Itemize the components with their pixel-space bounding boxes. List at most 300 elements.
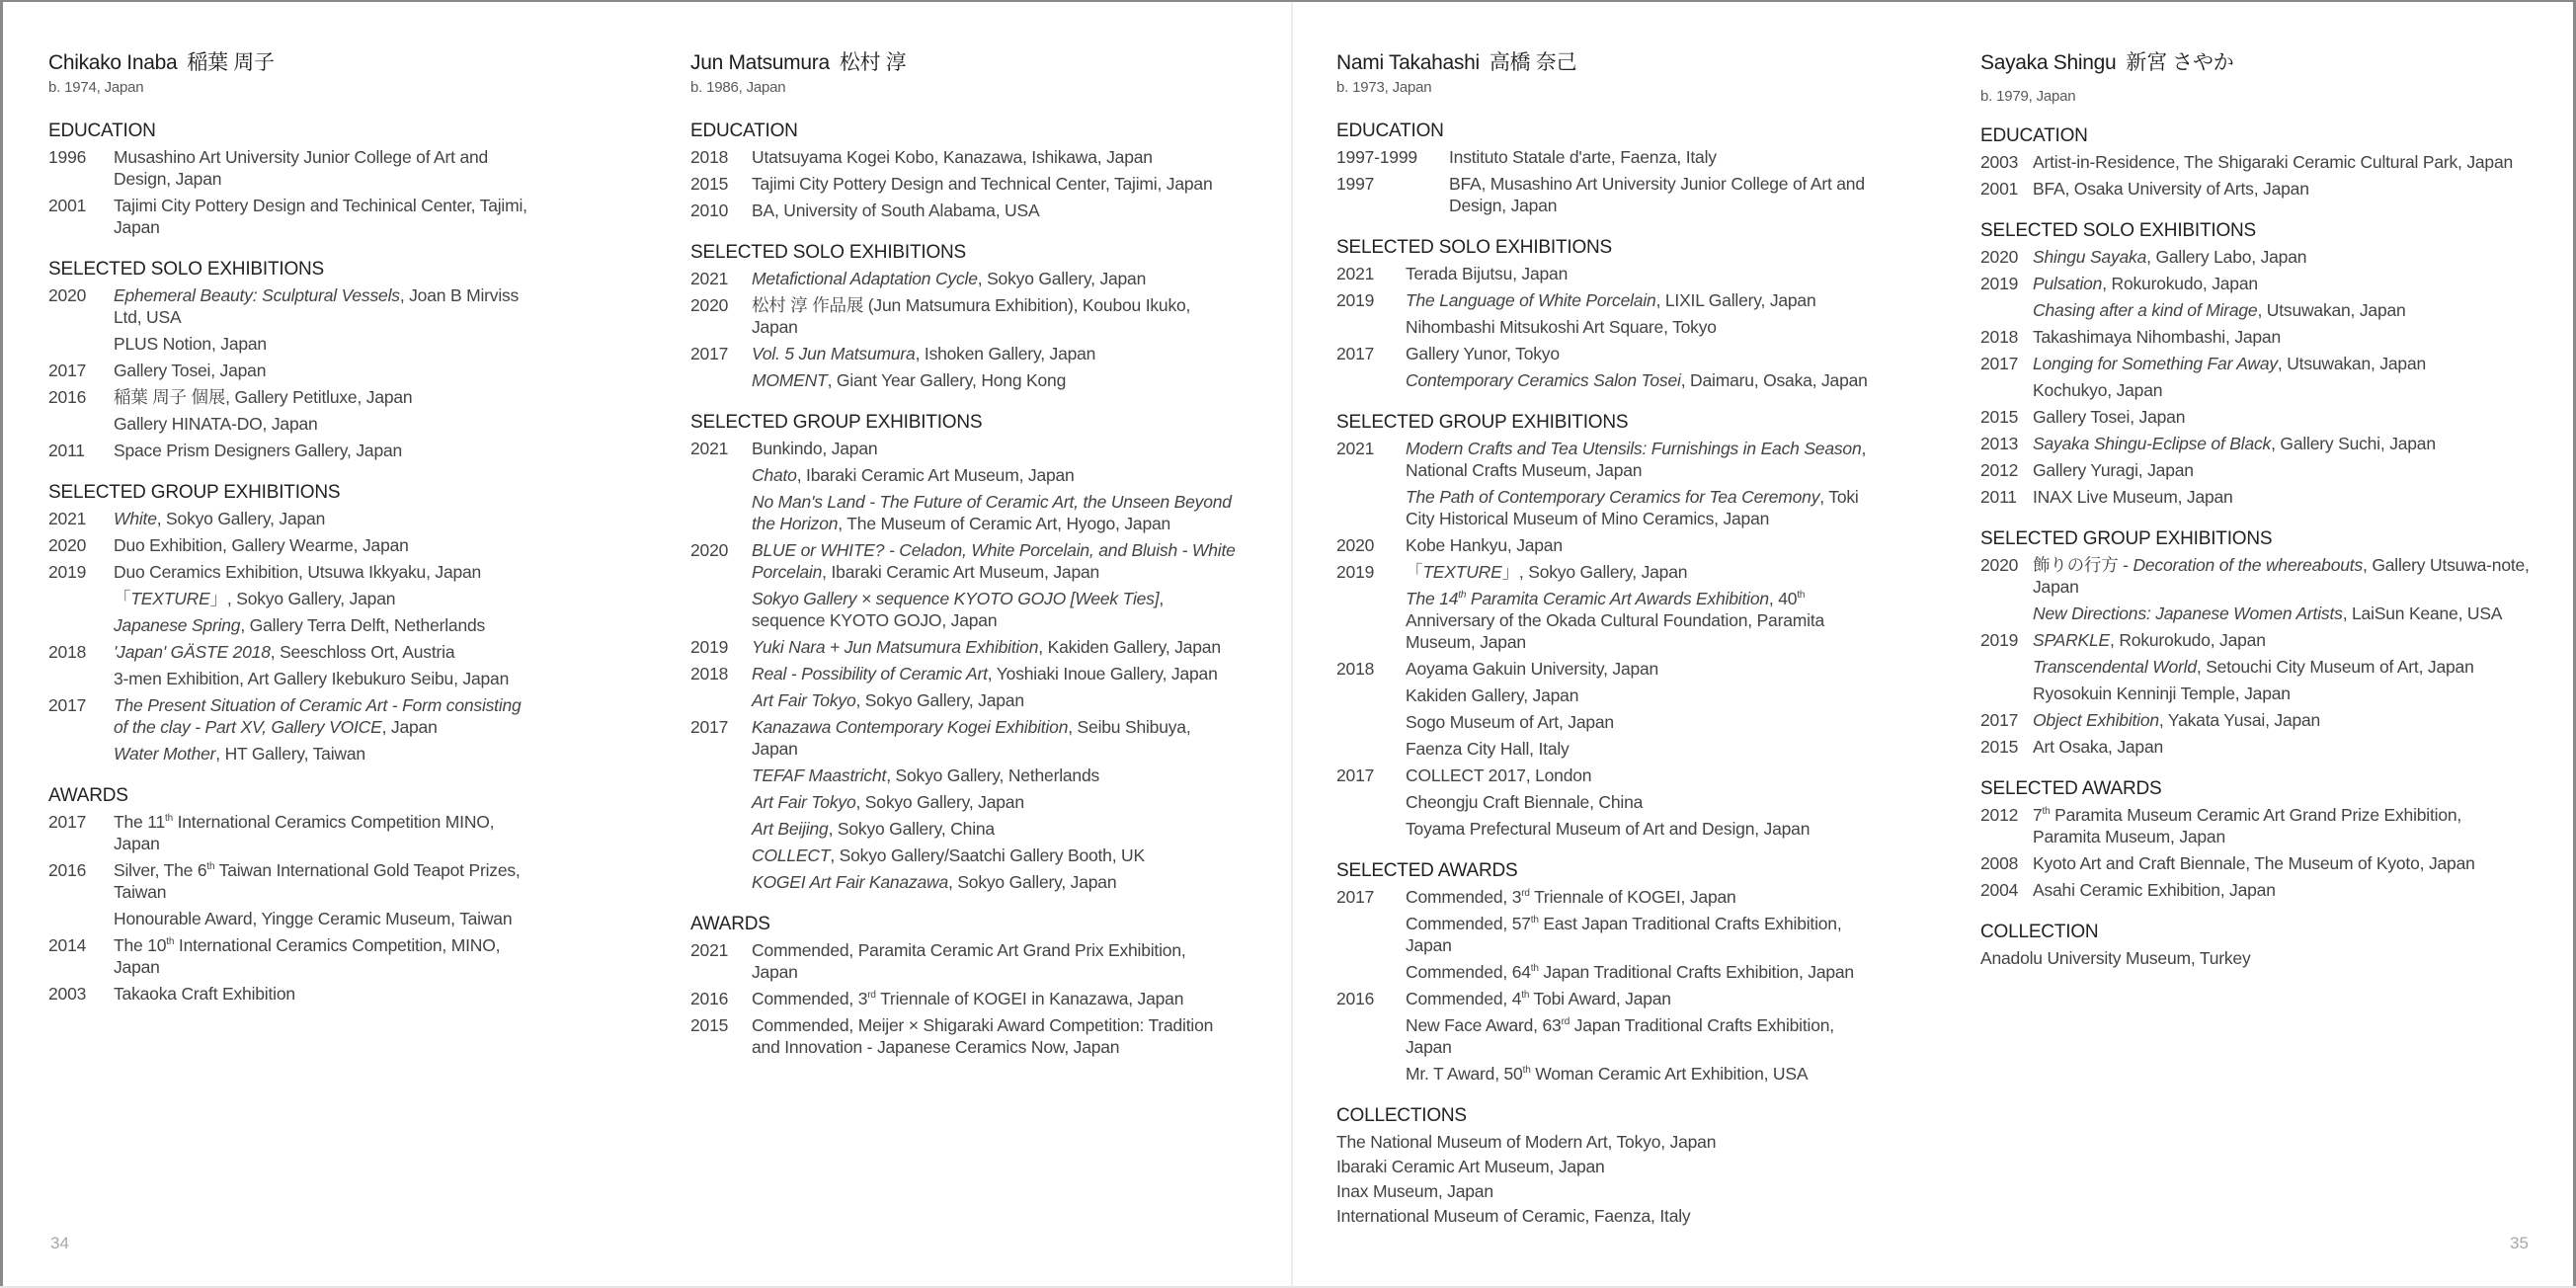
cv-entry [690, 845, 1263, 866]
entry-text [1406, 369, 1870, 391]
cv-entry [1980, 554, 2534, 598]
entry-text [114, 534, 538, 556]
entry-text [1406, 886, 1870, 908]
cv-entry [1336, 818, 1890, 840]
italic-title: Contemporary Ceramics Salon Tosei [1406, 370, 1681, 390]
entry-text [1406, 316, 1870, 338]
entry-year: 2020 [1980, 247, 2019, 267]
text-run: Commended, Paramita Ceramic Art Grand Prix Exhibition, Japan [752, 940, 1186, 982]
artist-name-jp: 高橋 奈己 [1489, 51, 1577, 74]
entry-text [1406, 1014, 1870, 1058]
collection-item: Inax Museum, Japan [1336, 1181, 1493, 1201]
text-run: , LIXIL Gallery, Japan [1655, 290, 1816, 310]
text-run: Tajimi City Pottery Design and Technical Center, Tajimi, Japan [752, 174, 1213, 194]
entry-text [2033, 656, 2534, 678]
entry-text [752, 200, 1236, 221]
entry-text [752, 689, 1236, 711]
text-run: , Ibaraki Ceramic Art Museum, Japan [822, 562, 1100, 582]
cv-entry [1336, 765, 1890, 786]
entry-year [690, 791, 752, 813]
cv-entry [1336, 738, 1890, 760]
text-run: Musashino Art University Junior College of Art and Design, Japan [114, 147, 489, 189]
section-title: SELECTED GROUP EXHIBITIONS [690, 412, 983, 433]
text-run: , HT Gallery, Taiwan [215, 744, 365, 764]
cv-entry [1336, 316, 1890, 338]
entry-year [1336, 791, 1406, 813]
cv-entry [48, 195, 602, 238]
entry-text [2033, 603, 2534, 624]
section-title: SELECTED GROUP EXHIBITIONS [48, 482, 341, 503]
entry-year: 2008 [1980, 853, 2019, 873]
cv-entry [1980, 709, 2534, 731]
text-run: , Gallery Suchi, Japan [2271, 434, 2436, 453]
cv-entry [690, 268, 1263, 289]
entry-text [2033, 299, 2534, 321]
entry-year: 2018 [690, 147, 729, 167]
entry-text [114, 146, 538, 190]
text-run: Tajimi City Pottery Design and Techinical Center, Tajimi, Japan [114, 196, 527, 237]
entry-text [2033, 273, 2534, 294]
text-run: , Utsuwakan, Japan [2277, 354, 2427, 373]
text-run: Woman Ceramic Art Exhibition, USA [1530, 1064, 1809, 1084]
italic-title: COLLECT [752, 845, 831, 865]
entry-text [2033, 852, 2534, 874]
italic-title: Longing for Something Far Away [2033, 354, 2278, 373]
entry-year [690, 689, 752, 711]
cv-entry [48, 413, 602, 435]
entry-text [114, 284, 538, 328]
text-run: Takashimaya Nihombashi, Japan [2033, 327, 2282, 347]
text-run: Kakiden Gallery, Japan [1406, 685, 1579, 705]
ordinal-suffix: rd [867, 990, 876, 1002]
text-run: Commended, 4 [1406, 989, 1522, 1008]
text-run: 稲葉 周子 個展, Gallery Petitluxe, Japan [114, 387, 413, 407]
italic-title: Water Mother [114, 744, 216, 764]
text-run: Paramita Museum Ceramic Art Grand Prize Exhibition, Paramita Museum, Japan [2033, 805, 2462, 846]
text-run: , Seeschloss Ort, Austria [270, 642, 455, 662]
text-run: Faenza City Hall, Italy [1406, 739, 1570, 759]
entry-text [752, 636, 1236, 658]
artist-name [48, 49, 602, 77]
entry-text [1406, 738, 1870, 760]
italic-title: Chato [752, 465, 797, 485]
entry-year: 2011 [1980, 487, 2017, 507]
entry-year: 2015 [1980, 737, 2019, 757]
text-run: , Sokyo Gallery, Japan [855, 690, 1024, 710]
text-run: Kochukyo, Japan [2033, 380, 2163, 400]
entry-text [114, 694, 538, 738]
text-run: Commended, Meijer × Shigaraki Award Competition: Tradition and Innovation - Japanese Ceramics Now, Japan [752, 1015, 1214, 1057]
text-run: 3-men Exhibition, Art Gallery Ikebukuro Seibu, Japan [114, 669, 510, 688]
text-run: International Ceramics Competition MINO, Japan [114, 812, 495, 853]
entry-year: 2018 [690, 664, 729, 684]
text-run: , Gallery Utsuwa-note, Japan [2033, 555, 2530, 597]
cv-entry [690, 464, 1263, 486]
entry-text [2033, 709, 2534, 731]
cv-section [1980, 777, 2534, 901]
section-title: EDUCATION [1980, 125, 2088, 146]
text-run: Bunkindo, Japan [752, 439, 878, 458]
cv-entry [48, 811, 602, 854]
cv-entry [1336, 684, 1890, 706]
italic-title: BLUE or WHITE? - Celadon, White Porcelain, and Bluish - White Porcelain [752, 540, 1236, 582]
cv-entry [1980, 246, 2534, 268]
text-run: , Ibaraki Ceramic Art Museum, Japan [796, 465, 1075, 485]
entry-year: 2017 [690, 717, 729, 737]
cv-entry [690, 636, 1263, 658]
cv-section [1336, 1104, 1890, 1227]
text-run: Asahi Ceramic Exhibition, Japan [2033, 880, 2276, 900]
entry-text [752, 539, 1236, 583]
entry-year [1336, 588, 1406, 653]
entry-year [690, 818, 752, 840]
entry-year [690, 491, 752, 534]
italic-title: Yuki Nara + Jun Matsumura Exhibition [752, 637, 1039, 657]
text-run: , Sokyo Gallery/Saatchi Gallery Booth, UK [830, 845, 1145, 865]
text-run: , 40 [1768, 589, 1798, 608]
text-run: Toyama Prefectural Museum of Art and Design, Japan [1406, 819, 1811, 839]
cv-entry [48, 561, 602, 583]
entry-year: 2018 [1980, 327, 2019, 347]
entry-text [1406, 343, 1870, 364]
artist-name-jp: 新宮 さやか [2126, 51, 2234, 74]
italic-title: Transcendental World [2033, 657, 2197, 677]
ordinal-suffix: th [1797, 590, 1806, 602]
italic-title: Kanazawa Contemporary Kogei Exhibition [752, 717, 1069, 737]
ordinal-suffix: th [1530, 915, 1539, 926]
text-run: Takaoka Craft Exhibition [114, 984, 295, 1004]
text-run: , Toki City Historical Museum of Mino Ceramics, Japan [1406, 487, 1859, 528]
cv-entry [48, 641, 602, 663]
text-run: , Setouchi City Museum of Art, Japan [2196, 657, 2474, 677]
entry-text [1406, 791, 1870, 813]
entry-year [1336, 711, 1406, 733]
italic-title: MOMENT [752, 370, 828, 390]
ordinal-suffix: th [1530, 963, 1539, 975]
cv-entry [1980, 656, 2534, 678]
italic-title: Art Beijing [752, 819, 829, 839]
cv-entry [48, 534, 602, 556]
entry-text [1406, 561, 1870, 583]
artist-name-en: Sayaka Shingu [1980, 51, 2117, 74]
entry-text [752, 1014, 1236, 1058]
cv-entry [48, 508, 602, 529]
entry-year [1336, 1014, 1406, 1058]
entry-text [752, 491, 1236, 534]
italic-title: The Present Situation of Ceramic Art - Form consisting of the clay - Part XV, Gallery VOICE [114, 695, 522, 737]
cv-entry [690, 988, 1263, 1009]
text-run: , Joan B Mirviss Ltd, USA [114, 285, 520, 327]
cv-entry [1980, 603, 2534, 624]
entry-text [752, 294, 1236, 338]
entry-text [2033, 629, 2534, 651]
text-run: Anniversary of the Okada Cultural Foundation, Paramita Museum, Japan [1406, 610, 1825, 652]
cv-entry [48, 668, 602, 689]
entry-text [752, 663, 1236, 684]
entry-year: 2021 [1336, 439, 1375, 458]
cv-entry [1336, 791, 1890, 813]
entry-year: 2016 [48, 860, 87, 880]
cv-entry [690, 294, 1263, 338]
entry-year: 2017 [48, 812, 87, 832]
section-title: SELECTED SOLO EXHIBITIONS [1980, 220, 2257, 241]
text-run: , Rokurokudo, Japan [2110, 630, 2266, 650]
text-run: INAX Live Museum, Japan [2033, 487, 2233, 507]
entry-year: 2020 [690, 540, 729, 560]
italic-title: TEFAF Maastricht [752, 765, 887, 785]
cv-section [1336, 859, 1890, 1085]
cv-entry [690, 818, 1263, 840]
cv-entry [1980, 433, 2534, 454]
entry-text [114, 588, 538, 609]
text-run: 7 [2033, 805, 2043, 825]
entry-year: 1997 [1336, 174, 1375, 194]
cv-section [1336, 411, 1890, 840]
entry-year: 2020 [48, 535, 87, 555]
cv-entry [1336, 913, 1890, 956]
text-run: Art Osaka, Japan [2033, 737, 2164, 757]
cv-entry [690, 146, 1263, 168]
entry-year [48, 908, 114, 929]
entry-year [1336, 1063, 1406, 1085]
entry-year: 2016 [1336, 989, 1375, 1008]
text-run: , Daimaru, Osaka, Japan [1680, 370, 1868, 390]
cv-entry [690, 663, 1263, 684]
section-title: SELECTED SOLO EXHIBITIONS [1336, 237, 1613, 258]
entry-text [1406, 289, 1870, 311]
cv-entry [690, 539, 1263, 583]
page-border-left [0, 0, 3, 1288]
italic-title: New Directions: Japanese Women Artists [2033, 604, 2343, 623]
text-run: COLLECT 2017, London [1406, 765, 1592, 785]
text-run: , Giant Year Gallery, Hong Kong [827, 370, 1067, 390]
cv-entry [48, 983, 602, 1005]
entry-year [1336, 818, 1406, 840]
text-run: Sogo Museum of Art, Japan [1406, 712, 1614, 732]
entry-text [114, 641, 538, 663]
text-run: , Sokyo Gallery, China [828, 819, 995, 839]
entry-text [114, 561, 538, 583]
artist-column [48, 49, 602, 1009]
cv-entry [1980, 151, 2534, 173]
text-run: The 11 [114, 812, 165, 832]
cv-entry [1980, 629, 2534, 651]
cv-entry [48, 614, 602, 636]
entry-year: 2001 [1980, 179, 2019, 199]
artist-birth: b. 1979, Japan [1980, 88, 2076, 105]
cv-entry [1336, 534, 1890, 556]
cv-section [690, 120, 1263, 221]
artist-name-jp: 松村 淳 [839, 51, 907, 74]
entry-year [48, 614, 114, 636]
page-number-right: 35 [2510, 1234, 2529, 1252]
entry-text [114, 908, 538, 929]
cv-entry [690, 343, 1263, 364]
text-run: , The Museum of Ceramic Art, Hyogo, Japan [838, 514, 1171, 533]
cv-entry [1336, 146, 1890, 168]
artist-birth: b. 1974, Japan [48, 79, 144, 96]
cv-entry [1336, 1014, 1890, 1058]
entry-year [48, 668, 114, 689]
text-run: , Gallery Terra Delft, Netherlands [240, 615, 486, 635]
text-run: Utatsuyama Kogei Kobo, Kanazawa, Ishikawa, Japan [752, 147, 1153, 167]
collection-item: Ibaraki Ceramic Art Museum, Japan [1336, 1157, 1605, 1176]
cv-entry [1336, 711, 1890, 733]
cv-entry [1980, 459, 2534, 481]
text-run: Triennale of KOGEI in Kanazawa, Japan [875, 989, 1184, 1008]
cv-entry [48, 284, 602, 328]
cv-entry [1980, 299, 2534, 321]
ordinal-suffix: th [166, 936, 175, 948]
italic-title: Ephemeral Beauty: Sculptural Vessels [114, 285, 400, 305]
text-run: , Yakata Yusai, Japan [2158, 710, 2321, 730]
cv-section [1980, 219, 2534, 508]
entry-text [1406, 263, 1870, 284]
cv-entry [1980, 736, 2534, 758]
cv-entry [690, 491, 1263, 534]
text-run: BFA, Musashino Art University Junior College of Art and Design, Japan [1449, 174, 1865, 215]
entry-text [114, 333, 538, 355]
entry-text [752, 343, 1236, 364]
italic-title: TEXTURE [1422, 562, 1502, 582]
cv-entry [1336, 658, 1890, 680]
cv-section [690, 411, 1263, 893]
artist-name-en: Jun Matsumura [690, 51, 830, 74]
text-run: , Yoshiaki Inoue Gallery, Japan [987, 664, 1218, 684]
cv-entry [1980, 353, 2534, 374]
text-run: , Sokyo Gallery, Japan [156, 509, 326, 528]
entry-year: 2016 [48, 387, 87, 407]
entry-year: 2020 [48, 285, 87, 305]
text-run: Instituto Statale d'arte, Faenza, Italy [1449, 147, 1717, 167]
entry-year: 2017 [1336, 765, 1375, 785]
entry-year: 2012 [1980, 460, 2019, 480]
cv-entry [690, 438, 1263, 459]
entry-text [114, 440, 538, 461]
entry-year: 2017 [690, 344, 729, 363]
section-title: SELECTED SOLO EXHIBITIONS [690, 242, 967, 263]
entry-text [752, 173, 1236, 195]
cv-section [1980, 124, 2534, 200]
text-run: BFA, Osaka University of Arts, Japan [2033, 179, 2309, 199]
entry-text [2033, 433, 2534, 454]
cv-entry [1336, 343, 1890, 364]
text-run: Terada Bijutsu, Japan [1406, 264, 1569, 283]
text-run: Honourable Award, Yingge Ceramic Museum, Taiwan [114, 909, 513, 928]
entry-year: 2017 [1336, 887, 1375, 907]
italic-title: Real - Possibility of Ceramic Art [752, 664, 988, 684]
entry-year: 2019 [48, 562, 87, 582]
italic-title: Japanese Spring [114, 615, 241, 635]
cv-entry [48, 859, 602, 903]
cv-entry [1336, 588, 1890, 653]
entry-text [114, 508, 538, 529]
entry-text [752, 268, 1236, 289]
entry-year: 2021 [690, 940, 729, 960]
entry-text [752, 871, 1236, 893]
entry-text [1406, 818, 1870, 840]
cv-entry [1980, 326, 2534, 348]
entry-text [114, 983, 538, 1005]
italic-title: Sayaka Shingu-Eclipse of Black [2033, 434, 2272, 453]
text-run: Gallery HINATA-DO, Japan [114, 414, 318, 434]
text-run: , National Crafts Museum, Japan [1406, 439, 1867, 480]
entry-year: 2017 [48, 361, 87, 380]
ordinal-suffix: th [164, 813, 173, 825]
text-run: Tobi Award, Japan [1529, 989, 1671, 1008]
text-run: East Japan Traditional Crafts Exhibition, Japan [1406, 914, 1842, 955]
entry-year: 2021 [690, 439, 729, 458]
entry-text [752, 765, 1236, 786]
entry-text [752, 791, 1236, 813]
text-run: The 10 [114, 935, 167, 955]
cv-entry [1980, 273, 2534, 294]
entry-text [1406, 486, 1870, 529]
entry-year [1336, 961, 1406, 983]
entry-text [2033, 151, 2534, 173]
artist-name-jp: 稲葉 周子 [187, 51, 275, 74]
artist-name-en: Nami Takahashi [1336, 51, 1480, 74]
entry-year [48, 333, 114, 355]
ordinal-suffix: th [2042, 806, 2051, 818]
cv-entry [690, 871, 1263, 893]
cv-entry [1336, 438, 1890, 481]
entry-year: 2019 [690, 637, 729, 657]
text-run: , Utsuwakan, Japan [2257, 300, 2406, 320]
text-run: 飾りの行方 - [2033, 555, 2133, 575]
text-run: , Gallery Labo, Japan [2146, 247, 2307, 267]
cv-entry [48, 908, 602, 929]
italic-title: Art Fair Tokyo [752, 690, 856, 710]
entry-year: 2015 [690, 174, 729, 194]
collection-item: Anadolu University Museum, Turkey [1980, 948, 2251, 968]
entry-text [1406, 913, 1870, 956]
entry-year: 2015 [1980, 407, 2019, 427]
text-run: , Rokurokudo, Japan [2102, 274, 2258, 293]
entry-text [2033, 736, 2534, 758]
entry-year [690, 464, 752, 486]
entry-year: 2013 [1980, 434, 2019, 453]
entry-text [1406, 1063, 1870, 1085]
text-run: 」, Sokyo Gallery, Japan [1501, 562, 1688, 582]
cv-entry [690, 765, 1263, 786]
entry-year: 2003 [48, 984, 87, 1004]
ordinal-suffix: rd [1521, 888, 1530, 900]
entry-text [1406, 765, 1870, 786]
cv-entry [690, 689, 1263, 711]
entry-text [114, 413, 538, 435]
section-title: COLLECTIONS [1336, 1105, 1467, 1126]
entry-text [2033, 379, 2534, 401]
section-title: EDUCATION [690, 121, 798, 141]
entry-text [752, 845, 1236, 866]
entry-text [2033, 683, 2534, 704]
entry-text [114, 614, 538, 636]
artist-birth: b. 1986, Japan [690, 79, 786, 96]
ordinal-suffix: th [1522, 1065, 1531, 1077]
ordinal-suffix: th [206, 861, 215, 873]
entry-text [1449, 173, 1890, 216]
text-run: Duo Ceramics Exhibition, Utsuwa Ikkyaku, Japan [114, 562, 482, 582]
entry-text [114, 386, 538, 408]
cv-entry [690, 173, 1263, 195]
cv-entry [690, 1014, 1263, 1058]
italic-title: Art Fair Tokyo [752, 792, 856, 812]
artist-name-en: Chikako Inaba [48, 51, 178, 74]
cv-entry [690, 588, 1263, 631]
text-run: Gallery Yuragi, Japan [2033, 460, 2194, 480]
entry-year [1336, 738, 1406, 760]
